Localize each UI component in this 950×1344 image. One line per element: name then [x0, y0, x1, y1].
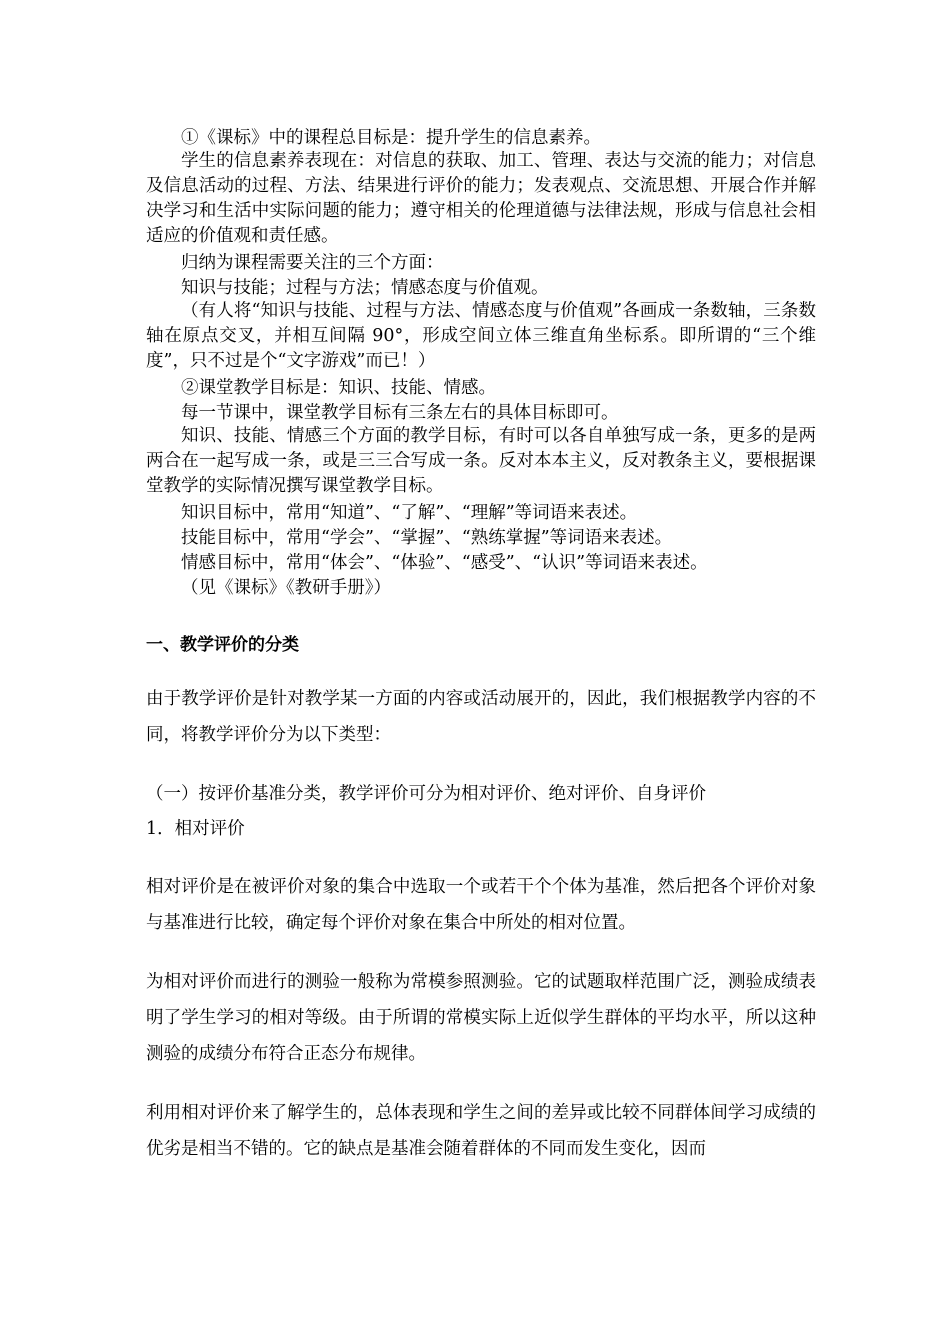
- section-heading: 一、教学评价的分类: [146, 635, 299, 655]
- paragraph-skill-goal: 技能目标中，常用“学会”、“掌握”、“熟练掌握”等词语来表述。: [181, 528, 673, 548]
- paragraph-course-goal: ①《课标》中的课程总目标是：提升学生的信息素养。: [181, 128, 601, 148]
- item-relative-evaluation: 1．相对评价: [146, 819, 245, 839]
- paragraph-goals-per-lesson: 每一节课中，课堂教学目标有三条左右的具体目标即可。: [181, 403, 619, 423]
- paragraph-knowledge-goal: 知识目标中，常用“知道”、“了解”、“理解”等词语来表述。: [181, 503, 638, 523]
- paragraph-references: （见《课标》《教研手册》）: [181, 578, 391, 598]
- paragraph-relative-pros-cons: 利用相对评价来了解学生的，总体表现和学生之间的差异或比较不同群体间学习成绩的优劣是相当不错的。它的缺点是基准会随着群体的不同而发生变化，因而: [146, 1103, 816, 1159]
- paragraph-three-aspects-intro: 归纳为课程需要关注的三个方面：: [181, 253, 444, 273]
- paragraph-evaluation-intro: 由于教学评价是针对教学某一方面的内容或活动展开的，因此，我们根据教学内容的不同，将教学评价分为以下类型：: [146, 689, 816, 745]
- paragraph-goal-writing: 知识、技能、情感三个方面的教学目标，有时可以各自单独写成一条，更多的是两两合在一起写成一条，或是三三合写成一条。反对本本主义，反对教条主义，要根据课堂教学的实际情况撰写课堂教学目标。: [146, 426, 816, 496]
- paragraph-norm-referenced-test: 为相对评价而进行的测验一般称为常模参照测验。它的试题取样范围广泛，测验成绩表明了学生学习的相对等级。由于所谓的常模实际上近似学生群体的平均水平，所以这种测验的成绩分布符合正态分布规律。: [146, 972, 816, 1064]
- paragraph-three-aspects: 知识与技能；过程与方法；情感态度与价值观。: [181, 278, 549, 298]
- paragraph-three-dimensions-note: （有人将“知识与技能、过程与方法、情感态度与价值观”各画成一条数轴，三条数轴在原点交叉，并相互间隔 90°，形成空间立体三维直角坐标系。即所谓的“三个维度”，只不过是个“文字游戏”而已！）: [146, 301, 816, 371]
- paragraph-emotion-goal: 情感目标中，常用“体会”、“体验”、“感受”、“认识”等词语来表述。: [181, 553, 708, 573]
- paragraph-classroom-goal: ②课堂教学目标是：知识、技能、情感。: [181, 378, 496, 398]
- paragraph-relative-definition: 相对评价是在被评价对象的集合中选取一个或若干个个体为基准，然后把各个评价对象与基准进行比较，确定每个评价对象在集合中所处的相对位置。: [146, 877, 816, 933]
- paragraph-information-literacy: 学生的信息素养表现在：对信息的获取、加工、管理、表达与交流的能力；对信息及信息活动的过程、方法、结果进行评价的能力；发表观点、交流思想、开展合作并解决学习和生活中实际问题的能力；遵守相关的伦理道德与法律法规，形成与信息社会相适应的价值观和责任感。: [146, 151, 816, 246]
- subheading-by-benchmark: （一）按评价基准分类，教学评价可分为相对评价、绝对评价、自身评价: [146, 784, 706, 804]
